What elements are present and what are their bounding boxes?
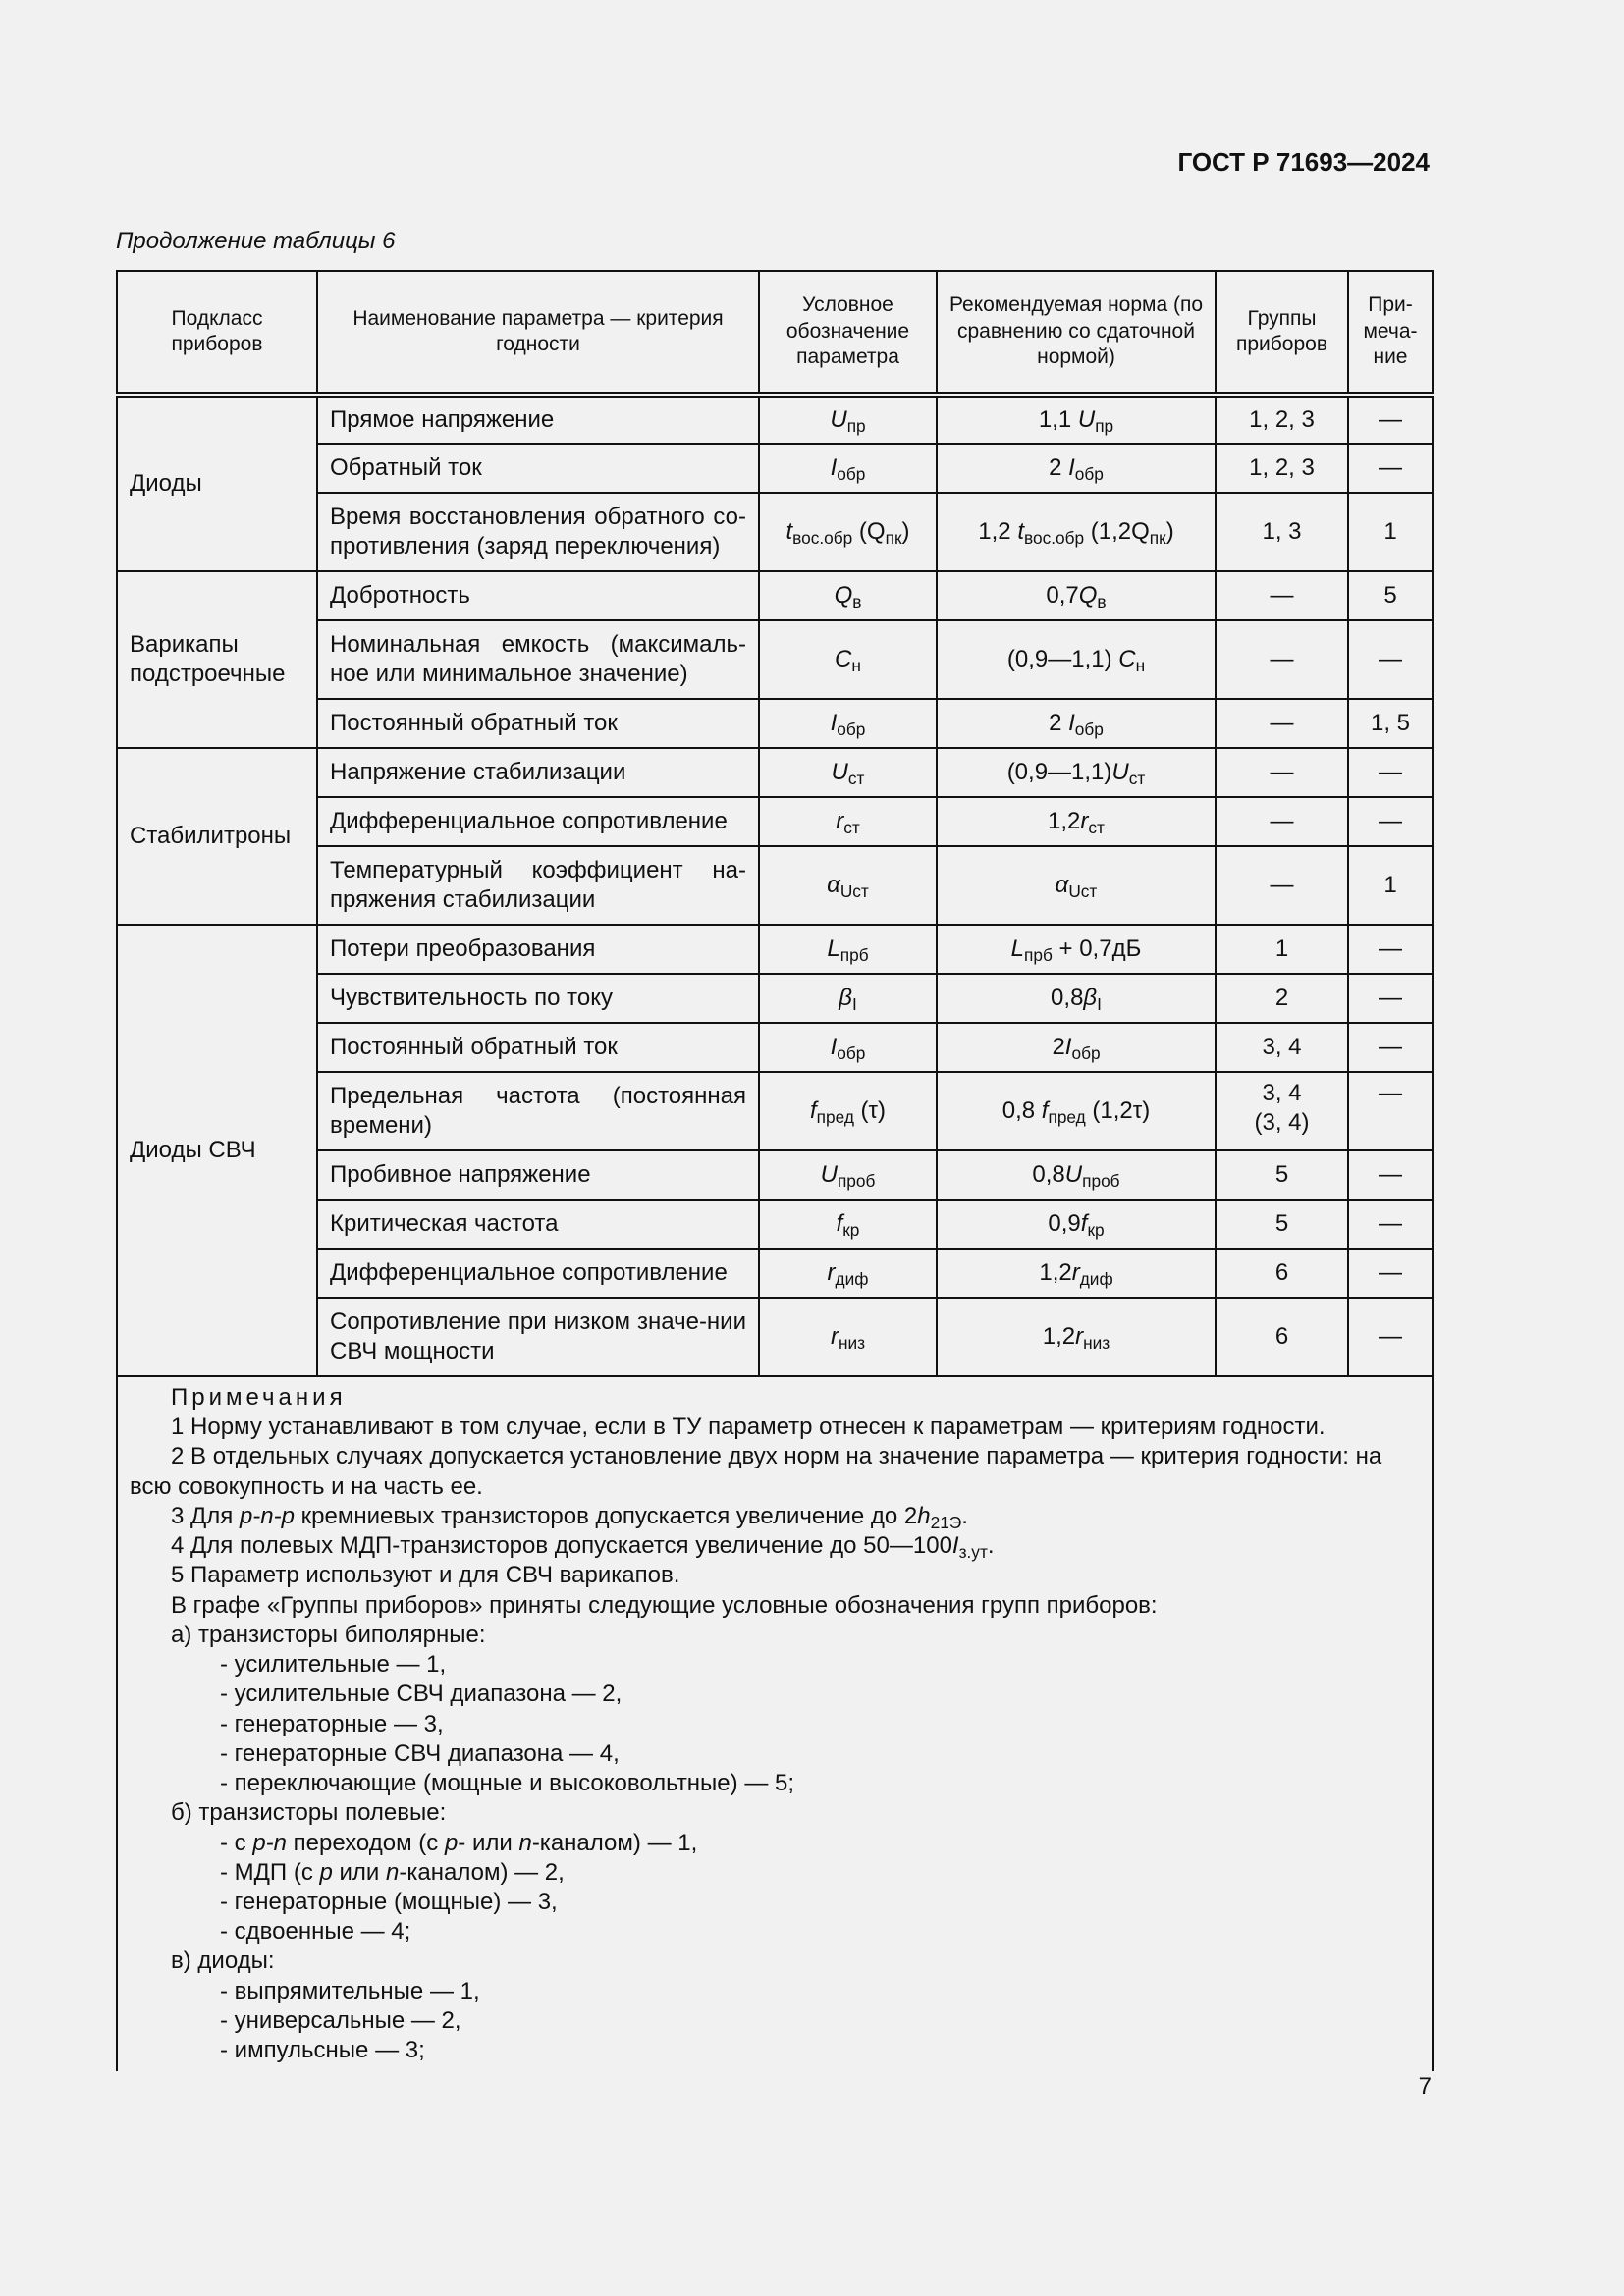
note-ref: — <box>1348 748 1433 797</box>
list-item: - выпрямительные — 1, <box>220 1977 480 2004</box>
parameter-symbol: $f_{кр}$ <box>759 1200 937 1249</box>
parameter-symbol: $f_{пред}$ (τ) <box>759 1072 937 1150</box>
list-item: - с p-n переходом (с p- или n-каналом) — 1, <box>220 1829 698 1856</box>
recommended-norm: $1,2r_{ст}$ <box>937 797 1216 846</box>
parameter-symbol: $Q_в$ <box>759 571 937 620</box>
group-b-title: б) транзисторы полевые: <box>171 1799 447 1827</box>
recommended-norm: 1,2 $t_{вос.обр}$ $(1,2Q_{пк})$ <box>937 493 1216 571</box>
table-header-row <box>117 271 1433 395</box>
device-groups: — <box>1216 620 1348 699</box>
parameter-name: Время восстановления обратного со-противления (заряд переключения) <box>317 493 759 571</box>
device-groups: 6 <box>1216 1298 1348 1376</box>
note-ref: — <box>1348 395 1433 444</box>
parameter-name: Номинальная емкость (максималь-ное или минимальное значение) <box>317 620 759 699</box>
subclass-cell: Стабилитроны <box>117 748 317 925</box>
list-item: - универсальные — 2, <box>220 2006 461 2034</box>
device-groups: — <box>1216 699 1348 748</box>
note-ref: 1, 5 <box>1348 699 1433 748</box>
device-groups: — <box>1216 846 1348 925</box>
table-row <box>117 571 1433 620</box>
list-item: - генераторные СВЧ диапазона — 4, <box>220 1739 620 1767</box>
parameter-name: Обратный ток <box>317 444 759 493</box>
note-ref: 1 <box>1348 493 1433 571</box>
group-c-title: в) диоды: <box>171 1948 275 1975</box>
groups-intro: В графе «Группы приборов» приняты следующие условные обозначения групп приборов: <box>171 1591 1158 1619</box>
list-item: - генераторные (мощные) — 3, <box>220 1888 558 1915</box>
note-ref: — <box>1348 1072 1433 1150</box>
table-row <box>117 748 1433 797</box>
column-header: Условное обозначение параметра <box>759 271 937 395</box>
table-body <box>117 395 1433 1376</box>
device-groups: 3, 4 (3, 4) <box>1216 1072 1348 1150</box>
device-groups: 1 <box>1216 925 1348 974</box>
note-3: 3 Для p-n-p кремниевых транзисторов допускается увеличение до $2h_{21Э}$. <box>171 1502 968 1533</box>
device-groups: 1, 3 <box>1216 493 1348 571</box>
parameter-name: Потери преобразования <box>317 925 759 974</box>
parameter-name: Чувствительность по току <box>317 974 759 1023</box>
notes-row <box>117 1376 1433 2071</box>
recommended-norm: $1,2r_{низ}$ <box>937 1298 1216 1376</box>
recommended-norm: 0,8 $f_{пред}$ (1,2τ) <box>937 1072 1216 1150</box>
subclass-cell: Диоды СВЧ <box>117 925 317 1376</box>
parameter-name: Напряжение стабилизации <box>317 748 759 797</box>
note-ref: — <box>1348 1298 1433 1376</box>
table-row <box>117 925 1433 974</box>
parameter-symbol: $r_{ст}$ <box>759 797 937 846</box>
note-ref: — <box>1348 1249 1433 1298</box>
parameter-symbol: $r_{низ}$ <box>759 1298 937 1376</box>
recommended-norm: $0,9f_{кр}$ <box>937 1200 1216 1249</box>
parameter-symbol: $U_{проб}$ <box>759 1150 937 1200</box>
note-ref: — <box>1348 797 1433 846</box>
note-5: 5 Параметр используют и для СВЧ варикапов. <box>171 1562 680 1589</box>
parameter-symbol: $L_{прб}$ <box>759 925 937 974</box>
recommended-norm: 2 $I_{обр}$ <box>937 699 1216 748</box>
device-groups: 2 <box>1216 974 1348 1023</box>
parameter-name: Предельная частота (постоянная времени) <box>317 1072 759 1150</box>
parameter-symbol: $t_{вос.обр}$ $(Q_{пк})$ <box>759 493 937 571</box>
note-1: 1 Норму устанавливают в том случае, если в ТУ параметр отнесен к параметрам — критериям годности. <box>171 1414 1326 1441</box>
parameter-symbol: $r_{диф}$ <box>759 1249 937 1298</box>
device-groups: 1, 2, 3 <box>1216 395 1348 444</box>
list-item: - сдвоенные — 4; <box>220 1918 411 1946</box>
note-4: 4 Для полевых МДП-транзисторов допускается увеличение до $50—100I_{з.ут}$. <box>171 1532 995 1563</box>
parameter-symbol: $I_{обр}$ <box>759 444 937 493</box>
note-ref: — <box>1348 620 1433 699</box>
parameter-name: Пробивное напряжение <box>317 1150 759 1200</box>
list-item: - переключающие (мощные и высоковольтные) — 5; <box>220 1770 794 1797</box>
column-header: При-меча-ние <box>1348 271 1433 395</box>
parameter-symbol: $\beta_I$ <box>759 974 937 1023</box>
recommended-norm: (0,9—1,1) $C_н$ <box>937 620 1216 699</box>
parameter-symbol: $I_{обр}$ <box>759 1023 937 1072</box>
parameter-symbol: $\alpha_{Uст}$ <box>759 846 937 925</box>
list-item: - усилительные — 1, <box>220 1651 447 1679</box>
column-header: Рекомендуемая норма (по сравнению со сдаточной нормой) <box>937 271 1216 395</box>
parameter-name: Температурный коэффициент на-пряжения стабилизации <box>317 846 759 925</box>
parameter-name: Добротность <box>317 571 759 620</box>
recommended-norm: $L_{прб} + 0,7дБ$ <box>937 925 1216 974</box>
parameter-name: Прямое напряжение <box>317 395 759 444</box>
table-row <box>117 395 1433 444</box>
column-header: Группы приборов <box>1216 271 1348 395</box>
parameter-symbol: $C_н$ <box>759 620 937 699</box>
note-ref: 1 <box>1348 846 1433 925</box>
device-groups: 1, 2, 3 <box>1216 444 1348 493</box>
parameters-table <box>116 270 1434 2071</box>
list-item: - МДП (с p или n-каналом) — 2, <box>220 1858 565 1886</box>
recommended-norm: $2I_{обр}$ <box>937 1023 1216 1072</box>
device-groups: — <box>1216 571 1348 620</box>
parameter-symbol: $I_{обр}$ <box>759 699 937 748</box>
recommended-norm: $0,8\beta_I$ <box>937 974 1216 1023</box>
page-number: 7 <box>1418 2073 1432 2100</box>
device-groups: — <box>1216 797 1348 846</box>
parameter-name: Постоянный обратный ток <box>317 1023 759 1072</box>
list-item: - генераторные — 3, <box>220 1710 444 1737</box>
note-ref: — <box>1348 925 1433 974</box>
recommended-norm: $0,8U_{проб}$ <box>937 1150 1216 1200</box>
subclass-cell: Варикапы подстроечные <box>117 571 317 748</box>
note-2: 2 В отдельных случаях допускается установление двух норм на значение параметра — критерия годности: на всю совокупность и на часть ее. <box>130 1443 1382 1500</box>
parameter-name: Постоянный обратный ток <box>317 699 759 748</box>
recommended-norm: 2 $I_{обр}$ <box>937 444 1216 493</box>
notes-title: Примечания <box>171 1384 347 1411</box>
device-groups: — <box>1216 748 1348 797</box>
parameter-symbol: $U_{ст}$ <box>759 748 937 797</box>
note-ref: 5 <box>1348 571 1433 620</box>
note-ref: — <box>1348 974 1433 1023</box>
column-header: Подкласс приборов <box>117 271 317 395</box>
device-groups: 5 <box>1216 1200 1348 1249</box>
parameter-name: Дифференциальное сопротивление <box>317 797 759 846</box>
column-header: Наименование параметра — критерия годности <box>317 271 759 395</box>
parameter-name: Дифференциальное сопротивление <box>317 1249 759 1298</box>
note-ref: — <box>1348 1023 1433 1072</box>
parameter-name: Сопротивление при низком значе-нии СВЧ мощности <box>317 1298 759 1376</box>
parameter-symbol: $U_{пр}$ <box>759 395 937 444</box>
recommended-norm: $1,2r_{диф}$ <box>937 1249 1216 1298</box>
standard-code: ГОСТ Р 71693—2024 <box>1177 147 1430 177</box>
group-a-title: а) транзисторы биполярные: <box>171 1621 486 1648</box>
table-caption: Продолжение таблицы 6 <box>116 228 396 254</box>
subclass-cell: Диоды <box>117 395 317 571</box>
note-ref: — <box>1348 1150 1433 1200</box>
device-groups: 6 <box>1216 1249 1348 1298</box>
note-ref: — <box>1348 1200 1433 1249</box>
device-groups: 5 <box>1216 1150 1348 1200</box>
recommended-norm: $(0,9—1,1)U_{ст}$ <box>937 748 1216 797</box>
notes-block <box>117 1376 1433 2071</box>
recommended-norm: 1,1 $U_{пр}$ <box>937 395 1216 444</box>
device-groups: 3, 4 <box>1216 1023 1348 1072</box>
recommended-norm: $\alpha_{Uст}$ <box>937 846 1216 925</box>
note-ref: — <box>1348 444 1433 493</box>
list-item: - импульсные — 3; <box>220 2037 425 2064</box>
recommended-norm: $0,7Q_в$ <box>937 571 1216 620</box>
parameter-name: Критическая частота <box>317 1200 759 1249</box>
list-item: - усилительные СВЧ диапазона — 2, <box>220 1681 623 1708</box>
